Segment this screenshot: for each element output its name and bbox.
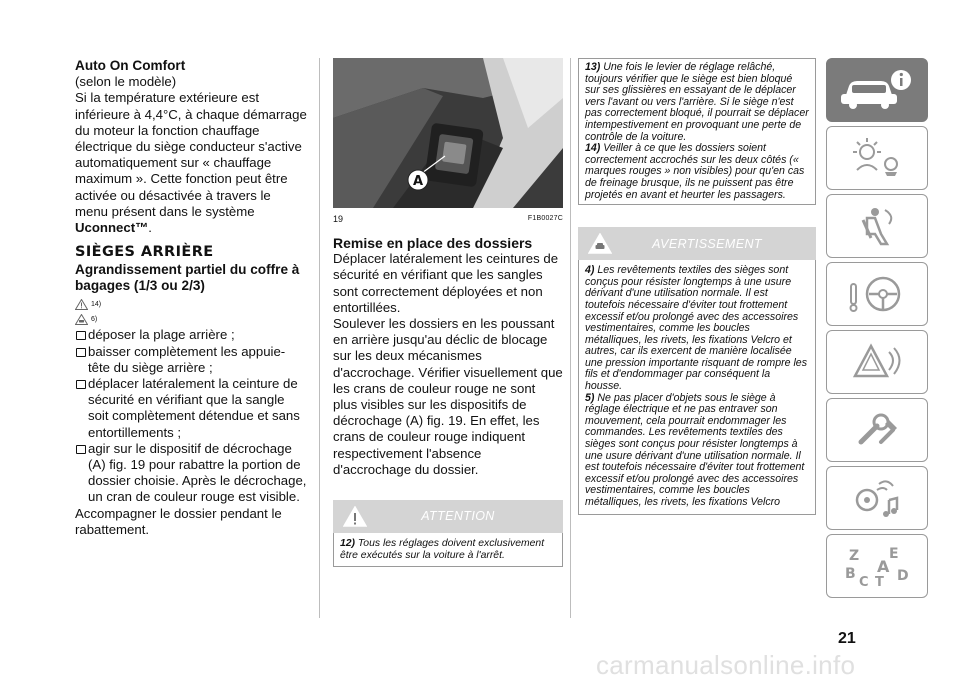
attention-triangle-icon <box>343 506 367 527</box>
model-note: (selon le modèle) <box>75 74 177 90</box>
svg-text:D: D <box>897 568 909 584</box>
column-middle <box>333 58 563 567</box>
column-divider <box>570 58 571 618</box>
warning-title: AVERTISSEMENT <box>652 236 762 251</box>
paragraph-belts: Déplacer latéralement les ceintures de sécurité en vérifiant que les sangles sont correctement déployées et non entortillées. <box>333 251 559 315</box>
column-left <box>75 58 307 538</box>
figure-seat-release <box>333 58 563 208</box>
svg-text:Z: Z <box>849 548 860 564</box>
heading-backrest-reposition: Remise en place des dossiers <box>333 235 533 252</box>
warning-triangle-icon <box>837 340 917 384</box>
dashboard-lights-icon <box>837 136 917 180</box>
page-number: 21 <box>838 630 856 647</box>
car-info-icon <box>837 68 917 112</box>
tab-multimedia[interactable] <box>826 466 928 530</box>
warning-triangle-icon <box>75 299 88 310</box>
figure-label-a: A <box>412 174 424 189</box>
steering-wheel-icon <box>837 272 917 316</box>
heading-auto-on-comfort: Auto On Comfort <box>75 58 186 73</box>
seat-airbag-icon <box>837 204 917 248</box>
bullet-item: déposer la plage arrière ; <box>75 327 307 343</box>
figure-number: 19 <box>333 214 344 224</box>
note-12: 12) Tous les réglages doivent exclusivement être exécutés sur la voiture à l'arrêt. <box>340 538 545 561</box>
subsection-title-trunk: Agrandissement partiel du coffre à bagages (1/3 ou 2/3) <box>75 262 300 294</box>
tab-safety[interactable] <box>826 194 928 258</box>
attention-title: ATTENTION <box>421 509 495 524</box>
ref-14: 14) <box>91 300 102 308</box>
bullet-item: agir sur le dispositif de décrochage (A) fig. 19 pour rabattre la portion de dossier choisie. Après le décrochage, un cran de couleur rouge est visible. <box>75 441 307 506</box>
svg-text:C: C <box>859 575 869 588</box>
car-warning-icon <box>588 233 612 254</box>
uconnect-label: Uconnect™ <box>75 220 149 236</box>
notes-box-13-14 <box>578 58 816 205</box>
caution-ref-row <box>75 312 307 327</box>
tab-start-driving[interactable] <box>826 262 928 326</box>
svg-text:E: E <box>889 546 899 562</box>
tab-emergency[interactable] <box>826 330 928 394</box>
alphabet-index-icon <box>837 544 917 588</box>
column-right <box>578 58 816 515</box>
seat-release-photo <box>333 58 563 208</box>
tools-icon <box>837 408 917 452</box>
note-13: 13) Une fois le levier de réglage relâché, toujours vérifier que le siège est bien bloqué sur ses glissières en essayant de le déplacer vers l'avant ou vers l'arrière. Si le siège n'est pas correctement bloqué, il pourrait se déplacer intempestivement en provoquant une perte de contrôle de la voiture. <box>585 61 809 143</box>
paragraph-lift-backrests: Soulever les dossiers en les poussant en arrière jusqu'au déclic de blocage sur les deux mécanismes d'accrochage. Vérifier visuellement que les crans de couleur rouge ne sont plus visibles sur les dispositifs de décrochage (A) fig. 19. En effet, les crans de couleur rouge indiquent respectivement l'absence d'accrochage du dossier. <box>333 316 563 477</box>
note-14: 14) Veiller à ce que les dossiers soient correctement accrochés sur les deux côtés (« marques rouges » non visibles) pour qu'en cas de freinage brusque, ils ne puissent pas être projetés en avant et heurter les passagers. <box>585 142 805 201</box>
figure-code: F1B0027C <box>527 215 563 222</box>
tab-maintenance[interactable] <box>826 398 928 462</box>
tab-car-info[interactable] <box>826 58 928 122</box>
footer-watermark: carmanualsonline.info <box>596 650 856 680</box>
svg-text:B: B <box>845 566 856 582</box>
svg-text:A: A <box>877 557 890 576</box>
warning-ref-row <box>75 297 307 312</box>
chapter-tabs <box>826 58 928 602</box>
tab-index[interactable] <box>826 534 928 598</box>
tab-dashboard[interactable] <box>826 126 928 190</box>
paragraph-auto-comfort: Si la température extérieure est inférieure à 4,4°C, à chaque démarrage du moteur la fonction chauffage électrique du siège conducteur s'active automatiquement sur « chauffage maximum ». Cette fonction peut être activée ou désactivée à travers le menu présent dans le système Uconnect™. <box>75 90 307 236</box>
paragraph-accompany: Accompagner le dossier pendant le rabattement. <box>75 505 282 537</box>
figure-caption <box>333 211 563 227</box>
svg-text:T: T <box>875 575 884 588</box>
attention-box <box>333 500 563 567</box>
section-title-rear-seats: SIÈGES ARRIÈRE <box>75 244 214 261</box>
ref-6: 6) <box>91 315 98 323</box>
column-divider <box>319 58 320 618</box>
multimedia-icon <box>837 476 917 520</box>
car-caution-icon <box>75 314 88 325</box>
bullet-item: déplacer latéralement la ceinture de sécurité en vérifiant que la sangle soit complètement détendue et sans entortillements ; <box>75 376 307 441</box>
warning-box <box>578 227 816 514</box>
note-4: 4) Les revêtements textiles des sièges sont conçus pour résister longtemps à une usure dérivant d'une utilisation normale. Il est toutefois nécessaire d'éviter tout frottement excessif et/ou prolongé avec des accessoires vestimentaires, comme les boucles métalliques, les rivets, les fixations Velcro et autres, car ils exercent de manière localisée une pression importante risquant de rompre les fils et d'endommager par conséquent la housse. <box>585 264 807 393</box>
bullet-item: baisser complètement les appuie-tête du siège arrière ; <box>75 344 307 376</box>
note-5: 5) Ne pas placer d'objets sous le siège à réglage électrique et ne pas entraver son mouvement, cela pourrait endommager les commandes. Les revêtements textiles des sièges sont conçus pour résister longtemps à une usure dérivant d'une utilisation normale. Il est toutefois nécessaire d'éviter tout frottement excessif et/ou prolongé avec des accessoires vestimentaires, comme les boucles métalliques, les rivets, les fixations Velcro <box>585 391 805 508</box>
